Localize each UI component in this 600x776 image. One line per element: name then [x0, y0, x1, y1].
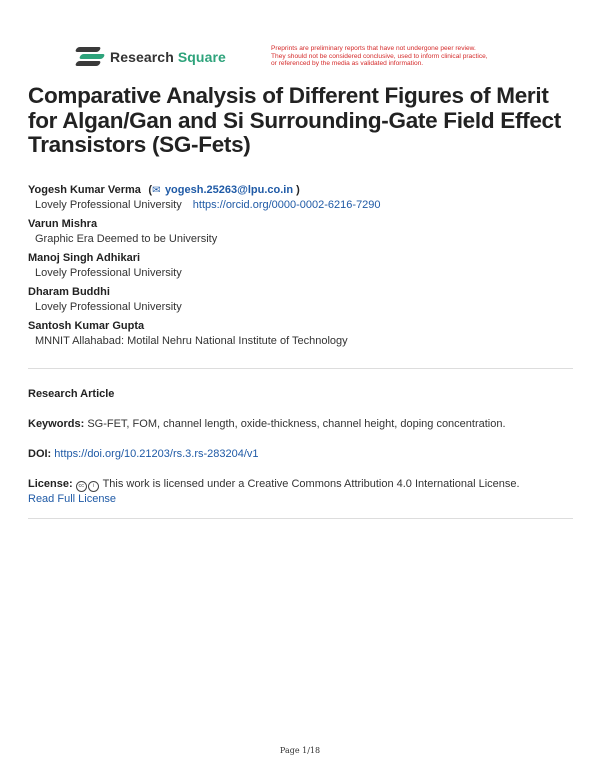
author-entry [28, 319, 573, 349]
paper-title: Comparative Analysis of Different Figures of Merit for Algan/Gan and Si Surrounding-Gate Field Effect Transistors (SG-Fets) [28, 83, 561, 157]
doi-section [28, 447, 573, 462]
research-square-logo[interactable] [74, 44, 226, 70]
author-name: Yogesh Kumar Verma [28, 184, 141, 196]
author-name: Manoj Singh Adhikari [28, 252, 141, 264]
article-type: Research Article [28, 388, 115, 400]
author-affiliation: Graphic Era Deemed to be University [35, 233, 218, 245]
by-icon: i [88, 481, 99, 492]
author-name: Santosh Kumar Gupta [28, 320, 145, 332]
read-full-license-link[interactable]: Read Full License [28, 493, 117, 505]
doi-label: DOI: [28, 448, 52, 460]
preprint-notice: Preprints are preliminary reports that have not undergone peer review. They should not be considered conclusive, used to inform clinical practice, or referenced by the media as validated information. [271, 45, 488, 68]
cc-icon: cc [76, 481, 87, 492]
doi-link[interactable]: https://doi.org/10.21203/rs.3.rs-283204/v1 [54, 448, 259, 460]
author-affiliation: MNNIT Allahabad: Motilal Nehru National Institute of Technology [35, 335, 348, 347]
keywords-label: Keywords: [28, 418, 85, 430]
orcid-link[interactable]: https://orcid.org/0000-0002-6216-7290 [192, 199, 381, 211]
page-footer: Page 1/18 [279, 746, 321, 755]
divider [28, 518, 573, 519]
keywords-section [28, 417, 573, 432]
brand-name: Research Square [110, 49, 226, 65]
author-entry [28, 217, 573, 247]
author-affiliation: Lovely Professional University [35, 267, 182, 279]
license-label: License: [28, 478, 73, 490]
author-affiliation: Lovely Professional University [35, 301, 182, 313]
author-name: Varun Mishra [28, 218, 98, 230]
author-entry [28, 251, 573, 281]
author-entry [28, 285, 573, 315]
keywords-text: SG-FET, FOM, channel length, oxide-thickness, channel height, doping concentration. [87, 418, 506, 430]
envelope-icon: ✉ [152, 185, 161, 196]
license-section [28, 477, 573, 507]
author-entry: Yogesh Kumar Verma (✉ yogesh.25263@lpu.co.in ) Lovely Professional University https://orcid.org/0000-0002-6216-7290 [28, 184, 381, 211]
author-name: Dharam Buddhi [28, 286, 110, 298]
logo-mark-icon [74, 44, 104, 70]
author-list [28, 180, 573, 353]
license-text: This work is licensed under a Creative Commons Attribution 4.0 International License. [102, 478, 520, 490]
header [74, 44, 574, 74]
author-email-link[interactable]: yogesh.25263@lpu.co.in [164, 184, 294, 196]
divider [28, 368, 573, 369]
author-affiliation: Lovely Professional University [35, 199, 182, 211]
